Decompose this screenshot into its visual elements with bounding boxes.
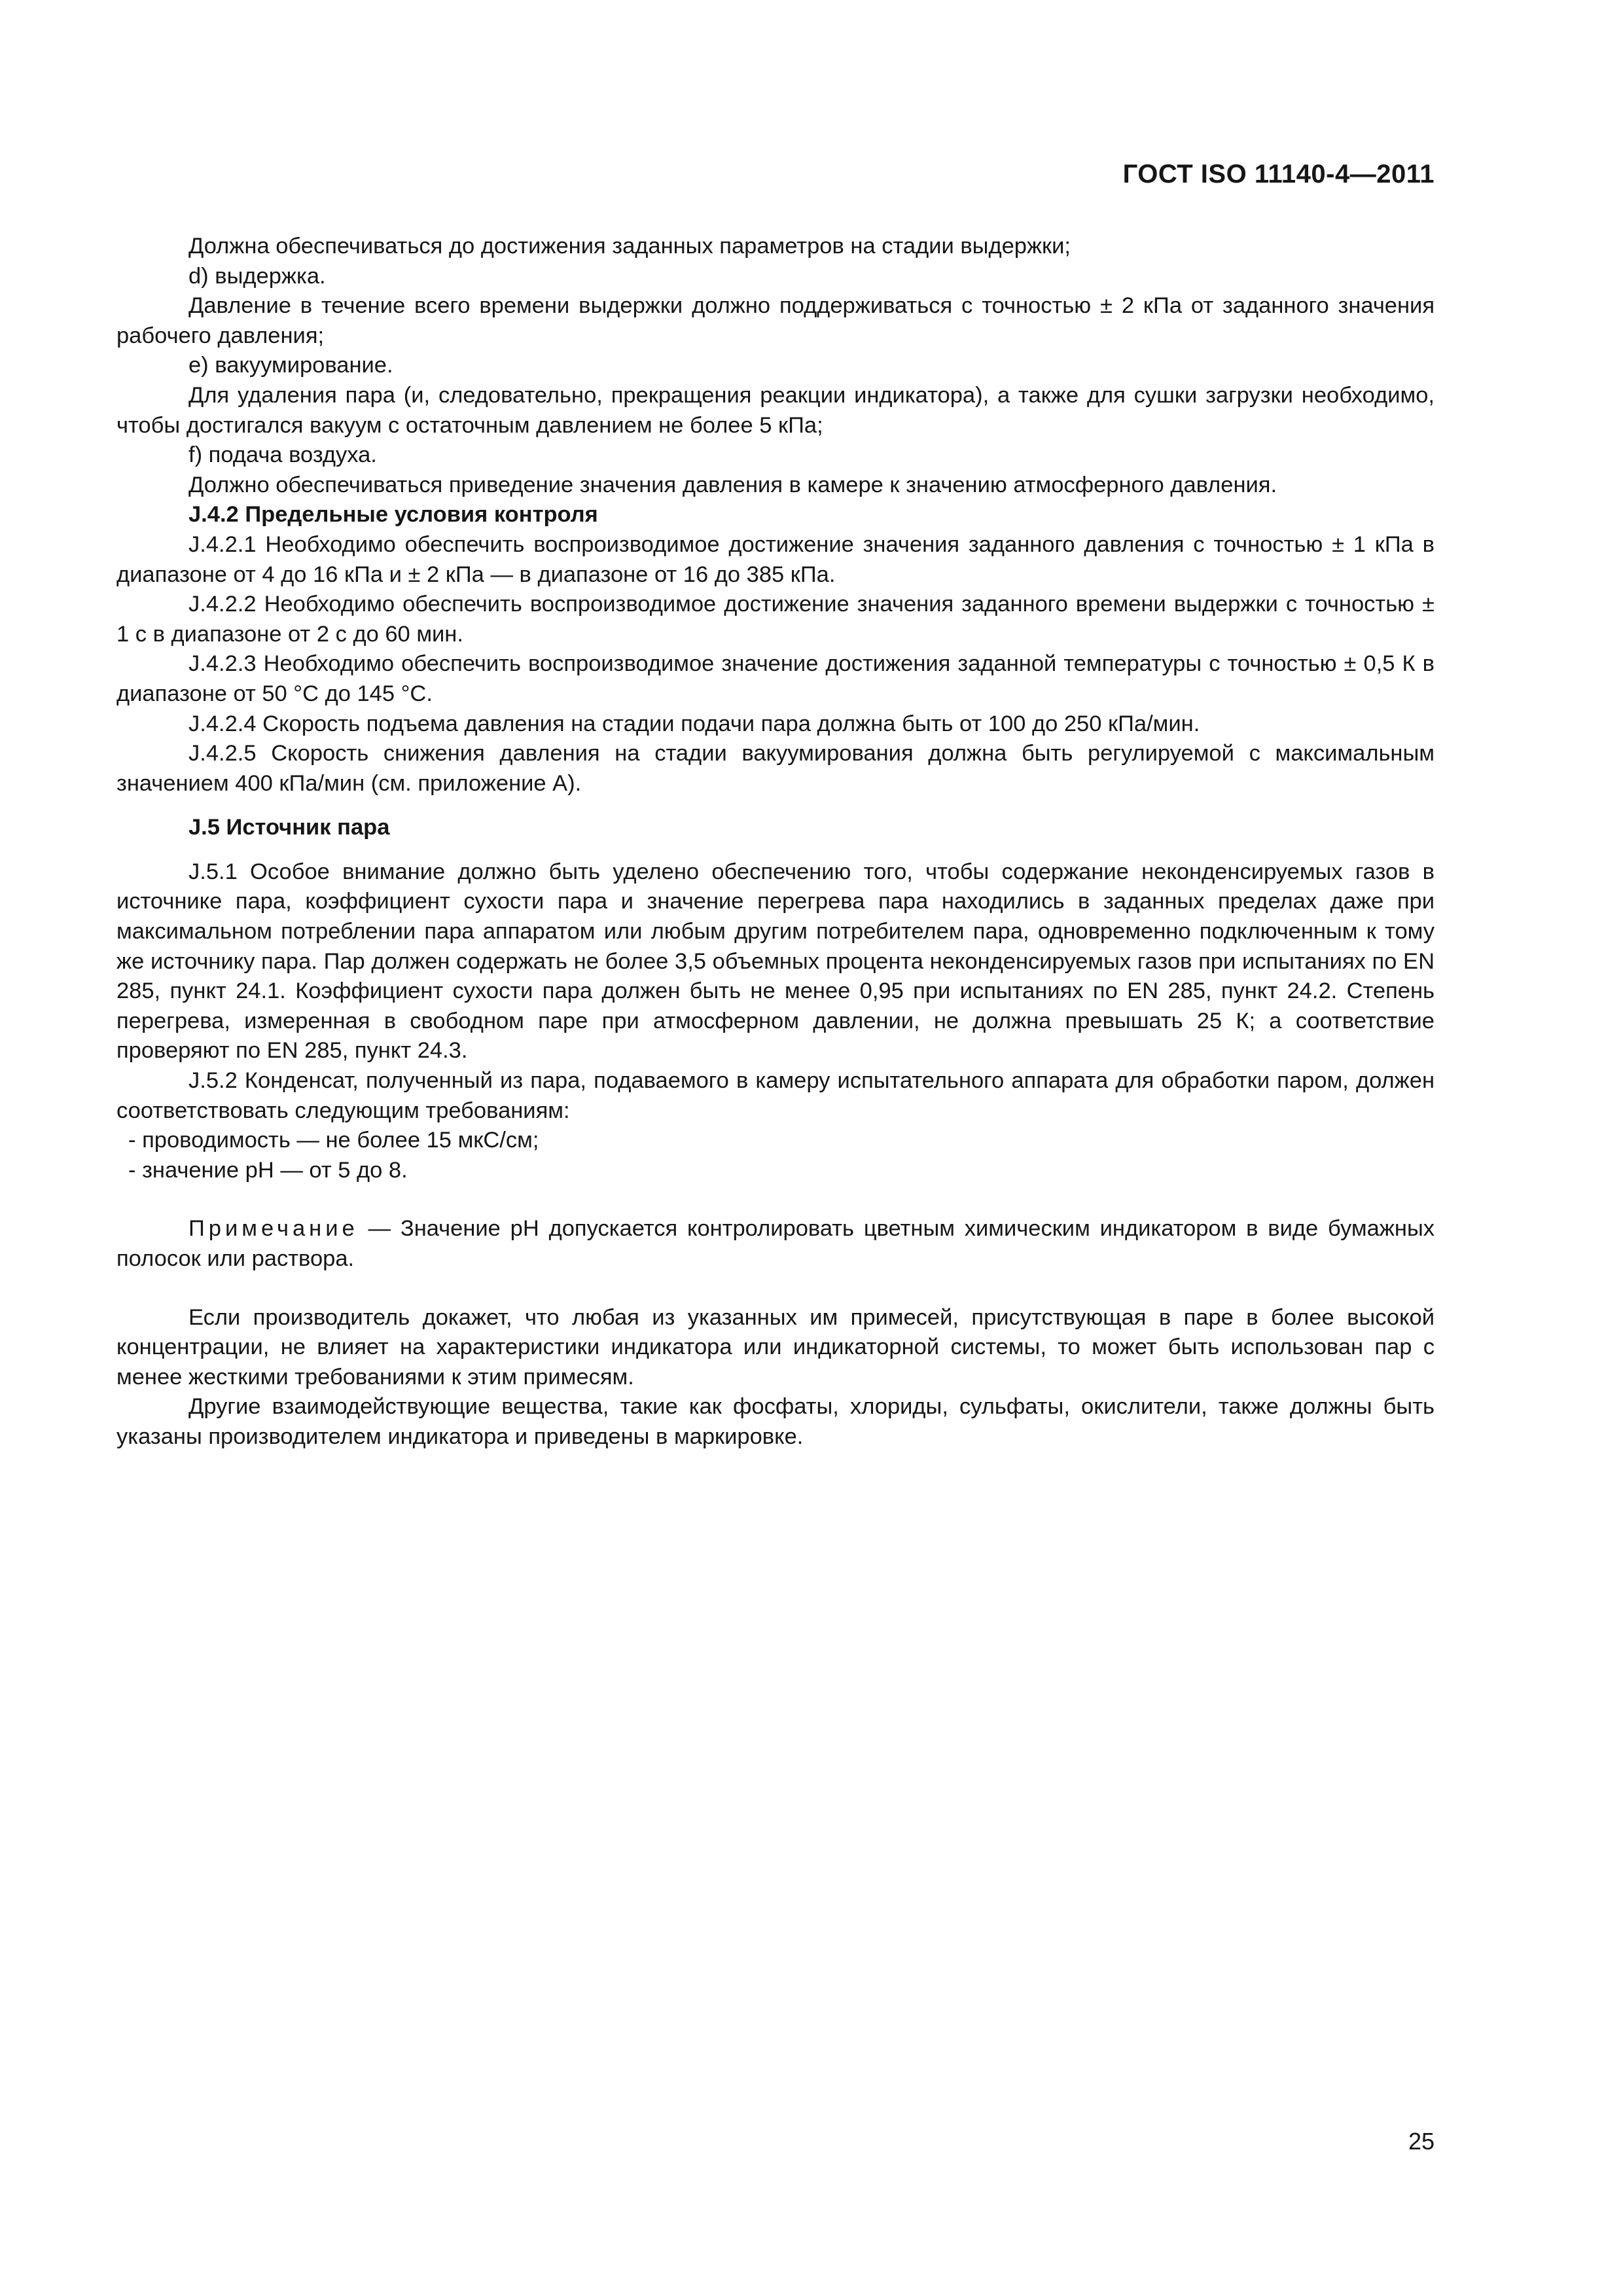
list-item: е) вакуумирование.	[188, 353, 393, 378]
standard-code: ГОСТ ISO 11140-4—2011	[1122, 160, 1435, 188]
paragraph: Давление в течение всего времени выдержки должно поддерживаться с точностью ± 2 кПа от заданного значения рабочего давления;	[116, 293, 1435, 348]
clause: J.4.2.5 Скорость снижения давления на стадии вакуумирования должна быть регулируемой с максимальным значением 400 кПа/мин (см. приложение А).	[116, 741, 1435, 796]
note-label: Примечание	[188, 1216, 359, 1242]
section-heading: J.4.2 Предельные условия контроля	[188, 502, 598, 528]
paragraph: Должно обеспечиваться приведение значения давления в камере к значению атмосферного давления.	[188, 472, 1277, 497]
note	[116, 1214, 1435, 1274]
clause: J.5.2 Конденсат, полученный из пара, подаваемого в камеру испытательного аппарата для обработки паром, должен соответствовать следующим требованиям:	[116, 1068, 1435, 1123]
section-heading: J.5 Источник пара	[188, 815, 390, 840]
document-body	[116, 232, 1435, 1452]
note-text: — Значение pH допускается контролировать цветным химическим индикатором в виде бумажных полосок или раствора.	[116, 1216, 1435, 1271]
list-item: - значение pH — от 5 до 8.	[128, 1157, 408, 1183]
paragraph: Должна обеспечиваться до достижения заданных параметров на стадии выдержки;	[188, 234, 1071, 259]
list-item: d) выдержка.	[188, 263, 326, 289]
list-item: - проводимость — не более 15 мкС/см;	[128, 1128, 539, 1153]
clause: J.5.1 Особое внимание должно быть уделено обеспечению того, чтобы содержание неконденсируемых газов в источнике пара, коэффициент сухости пара и значение перегрева пара находились в заданных пределах даже при максимальном потреблении пара аппаратом или любым другим потребителем пара, одновременно подключенным к тому же источнику пара. Пар должен содержать не более 3,5 объемных процента неконденсируемых газов при испытаниях по EN 285, пункт 24.1. Коэффициент сухости пара должен быть не менее 0,95 при испытаниях по EN 285, пункт 24.2. Степень перегрева, измеренная в свободном паре при атмосферном давлении, не должна превышать 25 К; а соответствие проверяют по EN 285, пункт 24.3.	[116, 859, 1435, 1064]
clause: J.4.2.3 Необходимо обеспечить воспроизводимое значение достижения заданной температуры с точностью ± 0,5 К в диапазоне от 50 °С до 145 °С.	[116, 651, 1435, 706]
clause: J.4.2.4 Скорость подъема давления на стадии подачи пара должна быть от 100 до 250 кПа/мин.	[188, 711, 1200, 736]
page-number: 25	[1408, 2128, 1435, 2155]
paragraph: Для удаления пара (и, следовательно, прекращения реакции индикатора), а также для сушки загрузки необходимо, чтобы достигался вакуум с остаточным давлением не более 5 кПа;	[116, 382, 1435, 438]
clause: J.4.2.1 Необходимо обеспечить воспроизводимое достижение значения заданного давления с точностью ± 1 кПа в диапазоне от 4 до 16 кПа и ± 2 кПа — в диапазоне от 16 до 385 кПа.	[116, 531, 1435, 587]
clause: J.4.2.2 Необходимо обеспечить воспроизводимое достижение значения заданного времени выдержки с точностью ± 1 с в диапазоне от 2 с до 60 мин.	[116, 592, 1435, 647]
paragraph: Если производитель докажет, что любая из указанных им примесей, присутствующая в паре в более высокой концентрации, не влияет на характеристики индикатора или индикаторной системы, то может быть использован пар с менее жесткими требованиями к этим примесям.	[116, 1304, 1435, 1390]
list-item: f) подача воздуха.	[188, 442, 377, 468]
paragraph: Другие взаимодействующие вещества, такие как фосфаты, хлориды, сульфаты, окислители, также должны быть указаны производителем индикатора и приведены в маркировке.	[116, 1394, 1435, 1449]
